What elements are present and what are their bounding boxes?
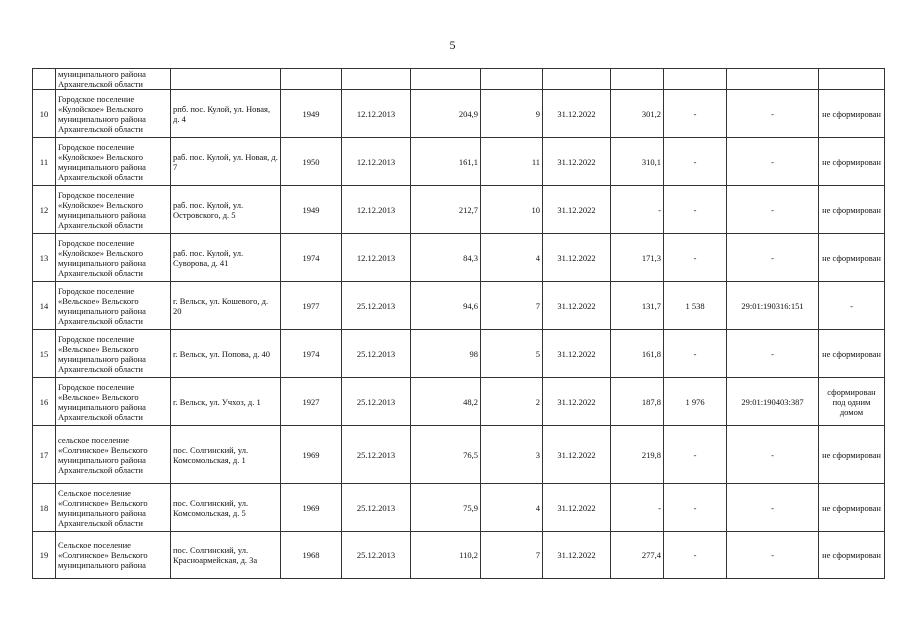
- cell-total-area: 171,3: [611, 234, 664, 282]
- cell-land-status: не сформирован: [819, 330, 885, 378]
- cell-number: 14: [33, 282, 56, 330]
- cell-year-built: 1969: [281, 426, 342, 484]
- cell-municipality: Сельское поселение «Солгинское» Вельского муниципального района: [56, 532, 171, 579]
- table-row: [33, 426, 885, 484]
- cell-resettlement-date: 31.12.2022: [543, 186, 611, 234]
- cell-land-status: -: [819, 282, 885, 330]
- table-row: [33, 234, 885, 282]
- cell-recognition-date: 12.12.2013: [342, 234, 411, 282]
- cell-municipality: Городское поселение «Кулойское» Вельского муниципального района Архангельской области: [56, 90, 171, 138]
- cell-recognition-date: 25.12.2013: [342, 330, 411, 378]
- cell-land-area: -: [664, 330, 727, 378]
- table-body: [33, 69, 885, 579]
- cell-year-built: 1968: [281, 532, 342, 579]
- cell-recognition-date: 25.12.2013: [342, 532, 411, 579]
- cell-area: 48,2: [411, 378, 481, 426]
- cell-address: раб. пос. Кулой, ул. Островского, д. 5: [171, 186, 281, 234]
- cell-address: раб. пос. Кулой, ул. Новая, д. 7: [171, 138, 281, 186]
- cell-total-area: 161,8: [611, 330, 664, 378]
- cell-residents: 5: [481, 330, 543, 378]
- cell-number: 16: [33, 378, 56, 426]
- cell-area: 94,6: [411, 282, 481, 330]
- cell-address: г. Вельск, ул. Учхоз, д. 1: [171, 378, 281, 426]
- cell-number: 12: [33, 186, 56, 234]
- cell-total-area: 277,4: [611, 532, 664, 579]
- cell-year-built: 1969: [281, 484, 342, 532]
- cell-residents: 4: [481, 484, 543, 532]
- cell-cadastral-number: -: [727, 426, 819, 484]
- cell-cadastral-number: -: [727, 138, 819, 186]
- page-number: 5: [449, 38, 456, 52]
- cell-number: 13: [33, 234, 56, 282]
- cell-total-area: 301,2: [611, 90, 664, 138]
- cell-total-area: 187,8: [611, 378, 664, 426]
- cell-year-built: 1949: [281, 90, 342, 138]
- cell-area: 75,9: [411, 484, 481, 532]
- cell-recognition-date: 25.12.2013: [342, 378, 411, 426]
- table-row: [33, 138, 885, 186]
- cell-municipality: Городское поселение «Кулойское» Вельского муниципального района Архангельской области: [56, 234, 171, 282]
- cell-resettlement-date: 31.12.2022: [543, 378, 611, 426]
- cell-total-area: 219,8: [611, 426, 664, 484]
- cell-recognition-date: 12.12.2013: [342, 186, 411, 234]
- cell-land-area: -: [664, 484, 727, 532]
- cell-resettlement-date: 31.12.2022: [543, 90, 611, 138]
- cell-address: г. Вельск, ул. Попова, д. 40: [171, 330, 281, 378]
- cell-land-status: не сформирован: [819, 90, 885, 138]
- cell-resettlement-date: 31.12.2022: [543, 484, 611, 532]
- cell-municipality: Городское поселение «Вельское» Вельского муниципального района Архангельской области: [56, 378, 171, 426]
- cell-resettlement-date: 31.12.2022: [543, 426, 611, 484]
- table-row: [33, 484, 885, 532]
- cell-residents: 3: [481, 426, 543, 484]
- table-row: [33, 282, 885, 330]
- cell-number: 11: [33, 138, 56, 186]
- cell-number: 15: [33, 330, 56, 378]
- cell-land-status: не сформирован: [819, 186, 885, 234]
- cell-land-area: -: [664, 186, 727, 234]
- cell-resettlement-date: 31.12.2022: [543, 330, 611, 378]
- cell-land-status: не сформирован: [819, 426, 885, 484]
- housing-registry-table: [32, 68, 885, 579]
- cell-recognition-date: 12.12.2013: [342, 138, 411, 186]
- cell-cadastral-number: -: [727, 330, 819, 378]
- cell-area: 212,7: [411, 186, 481, 234]
- cell-recognition-date: 25.12.2013: [342, 484, 411, 532]
- table-row: [33, 532, 885, 579]
- cell-number: 18: [33, 484, 56, 532]
- cell-recognition-date: 25.12.2013: [342, 426, 411, 484]
- cell-cadastral-number: -: [727, 532, 819, 579]
- cell-land-area: -: [664, 426, 727, 484]
- table-row: [33, 378, 885, 426]
- cell-residents: 2: [481, 378, 543, 426]
- cell-land-status: не сформирован: [819, 234, 885, 282]
- cell-residents: 9: [481, 90, 543, 138]
- cell-number: 19: [33, 532, 56, 579]
- cell-land-status: сформирован под одним домом: [819, 378, 885, 426]
- cell-land-area: 1 538: [664, 282, 727, 330]
- cell-land-area: -: [664, 90, 727, 138]
- cell-year-built: 1974: [281, 234, 342, 282]
- cell-total-area: 310,1: [611, 138, 664, 186]
- cell-year-built: 1950: [281, 138, 342, 186]
- cell-residents: 7: [481, 532, 543, 579]
- cell-address: рпб. пос. Кулой, ул. Новая, д. 4: [171, 90, 281, 138]
- cell-address: пос. Солгинский, ул. Комсомольская, д. 1: [171, 426, 281, 484]
- table-row: [33, 330, 885, 378]
- cell-land-area: -: [664, 138, 727, 186]
- cell-year-built: 1949: [281, 186, 342, 234]
- cell-area: 110,2: [411, 532, 481, 579]
- cell-address: раб. пос. Кулой, ул. Суворова, д. 41: [171, 234, 281, 282]
- cell-cadastral-number: 29:01:190403:387: [727, 378, 819, 426]
- cell-year-built: 1974: [281, 330, 342, 378]
- cell-number: [33, 69, 56, 90]
- cell-municipality: Городское поселение «Кулойское» Вельского муниципального района Архангельской области: [56, 186, 171, 234]
- cell-residents: 7: [481, 282, 543, 330]
- cell-total-area: -: [611, 484, 664, 532]
- cell-land-area: 1 976: [664, 378, 727, 426]
- cell-land-area: -: [664, 234, 727, 282]
- cell-cadastral-number: 29:01:190316:151: [727, 282, 819, 330]
- cell-year-built: 1927: [281, 378, 342, 426]
- cell-area: 98: [411, 330, 481, 378]
- cell-land-status: не сформирован: [819, 484, 885, 532]
- cell-number: 17: [33, 426, 56, 484]
- cell-land-status: не сформирован: [819, 532, 885, 579]
- cell-land-area: -: [664, 532, 727, 579]
- cell-municipality: Городское поселение «Кулойское» Вельского муниципального района Архангельской области: [56, 138, 171, 186]
- cell-municipality: муниципального района Архангельской области: [56, 69, 171, 90]
- cell-area: 84,3: [411, 234, 481, 282]
- cell-resettlement-date: 31.12.2022: [543, 282, 611, 330]
- cell-total-area: 131,7: [611, 282, 664, 330]
- cell-residents: 4: [481, 234, 543, 282]
- table-row: [33, 186, 885, 234]
- cell-address: пос. Солгинский, ул. Комсомольская, д. 5: [171, 484, 281, 532]
- cell-cadastral-number: -: [727, 234, 819, 282]
- cell-year-built: 1977: [281, 282, 342, 330]
- table-row-continuation: [33, 69, 885, 90]
- cell-resettlement-date: 31.12.2022: [543, 138, 611, 186]
- cell-recognition-date: 25.12.2013: [342, 282, 411, 330]
- cell-cadastral-number: -: [727, 90, 819, 138]
- cell-recognition-date: 12.12.2013: [342, 90, 411, 138]
- cell-total-area: -: [611, 186, 664, 234]
- cell-municipality: сельское поселение «Солгинское» Вельского муниципального района Архангельской области: [56, 426, 171, 484]
- table-row: [33, 90, 885, 138]
- cell-address: г. Вельск, ул. Кошевого, д. 20: [171, 282, 281, 330]
- cell-municipality: Сельское поселение «Солгинское» Вельского муниципального района Архангельской области: [56, 484, 171, 532]
- cell-resettlement-date: 31.12.2022: [543, 532, 611, 579]
- cell-area: 204,9: [411, 90, 481, 138]
- cell-municipality: Городское поселение «Вельское» Вельского муниципального района Архангельской области: [56, 330, 171, 378]
- cell-number: 10: [33, 90, 56, 138]
- cell-cadastral-number: -: [727, 484, 819, 532]
- cell-land-status: не сформирован: [819, 138, 885, 186]
- cell-resettlement-date: 31.12.2022: [543, 234, 611, 282]
- cell-municipality: Городское поселение «Вельское» Вельского муниципального района Архангельской области: [56, 282, 171, 330]
- cell-residents: 10: [481, 186, 543, 234]
- cell-residents: 11: [481, 138, 543, 186]
- cell-address: пос. Солгинский, ул. Красноармейская, д. 3а: [171, 532, 281, 579]
- cell-cadastral-number: -: [727, 186, 819, 234]
- cell-area: 76,5: [411, 426, 481, 484]
- cell-area: 161,1: [411, 138, 481, 186]
